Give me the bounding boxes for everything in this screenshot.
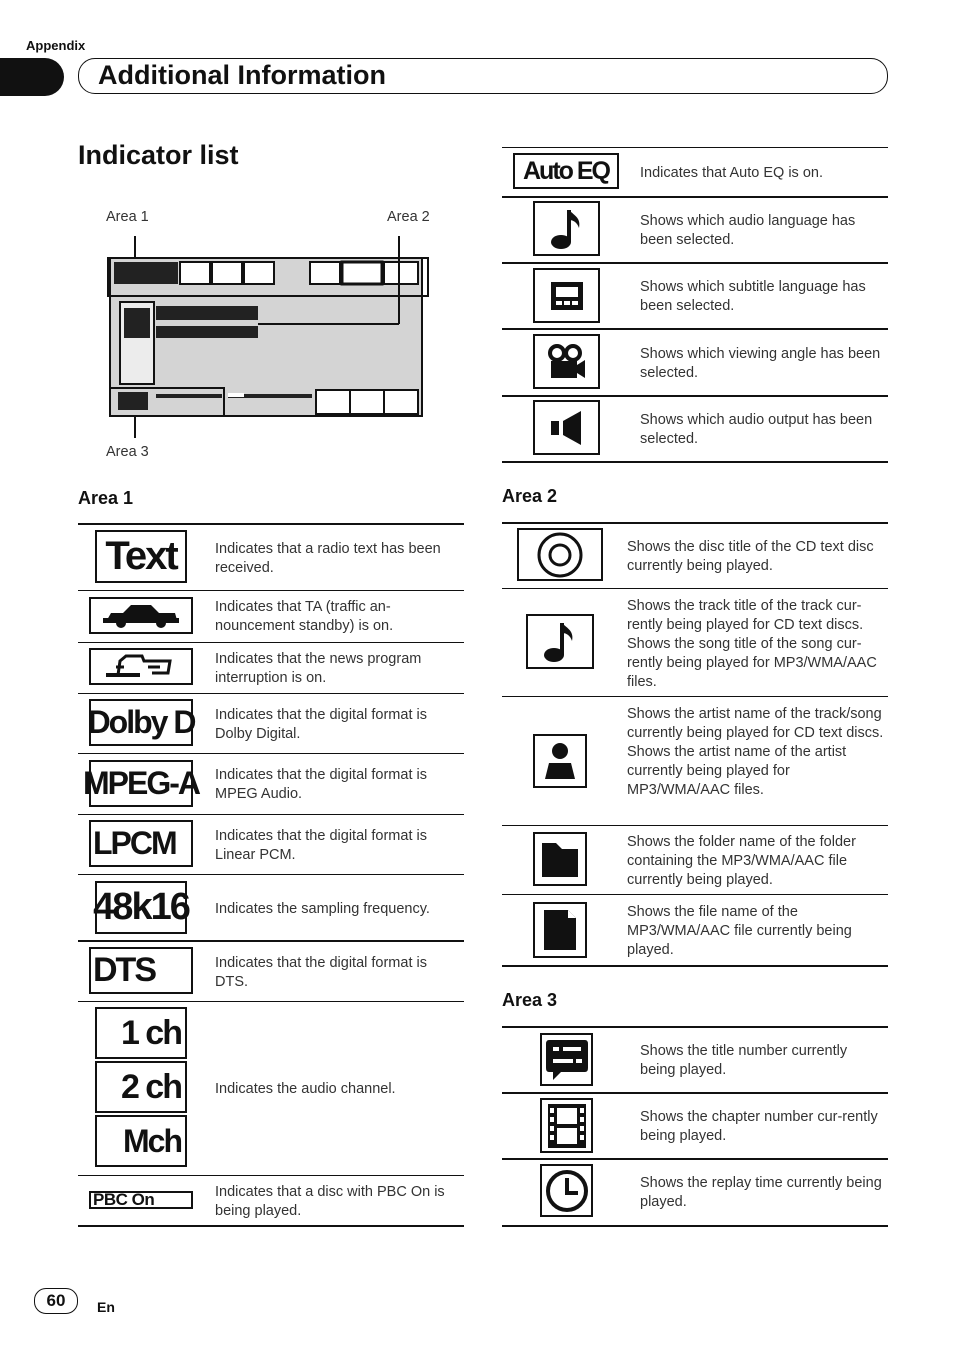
section-title: Additional Information (98, 60, 386, 90)
news-icon (89, 648, 193, 685)
area2-top-desc: Indicates that Auto EQ is on. (640, 165, 823, 181)
2ch-indicator: 2 ch (95, 1061, 187, 1113)
1ch-indicator: 1 ch (95, 1007, 187, 1059)
auto-eq-indicator: Auto EQ (513, 153, 619, 189)
film-icon (540, 1098, 593, 1153)
section-tab-marker (0, 58, 64, 96)
car-icon (89, 597, 193, 634)
clock-icon (540, 1164, 593, 1217)
area1-desc: Indicates that the digital format is DTS. (215, 955, 427, 990)
area1-desc: Indicates that the digital format is MPEG Audio. (215, 767, 427, 802)
divider (78, 874, 464, 875)
folder-icon (533, 832, 587, 886)
divider (502, 461, 888, 463)
lpcm-indicator: LPCM (89, 820, 193, 867)
area1-desc: Indicates that TA (traffic an-nouncement standby) is on. (215, 599, 394, 634)
language-label: En (97, 1299, 115, 1315)
divider (502, 965, 888, 967)
mpeg-audio-indicator: MPEG-A (89, 760, 193, 807)
area2-heading: Area 2 (502, 486, 558, 506)
divider (502, 1158, 888, 1160)
divider (502, 262, 888, 264)
mch-indicator: Mch (95, 1115, 187, 1167)
music-note-icon (526, 614, 594, 669)
area2-desc: Shows the track title of the track cur-rently being played for CD text discs. Shows the song title of the song cur-rently being played for MP3/WMA/AAC files. (627, 598, 877, 690)
area2-top-desc: Shows which audio language has been selected. (640, 213, 856, 248)
music-note-icon (533, 201, 600, 256)
file-icon (533, 902, 587, 958)
page-number: 60 (34, 1288, 78, 1314)
divider (502, 588, 888, 589)
sampling-frequency-indicator: 48k16 (95, 881, 187, 934)
dts-indicator: DTS (89, 947, 193, 994)
area2-top-desc: Shows which viewing angle has been selected. (640, 346, 881, 381)
appendix-label: Appendix (26, 38, 86, 53)
divider (502, 522, 888, 524)
area2-desc: Shows the file name of the MP3/WMA/AAC file currently being played. (627, 904, 852, 958)
page-title: Indicator list (78, 140, 239, 170)
divider (502, 395, 888, 397)
divider (78, 1001, 464, 1002)
divider (78, 693, 464, 694)
diagram-area2-label: Area 2 (387, 209, 430, 225)
divider (502, 1225, 888, 1227)
area1-heading: Area 1 (78, 488, 134, 508)
divider (502, 696, 888, 697)
divider (78, 1225, 464, 1227)
area1-desc: Indicates that the news program interruption is on. (215, 651, 422, 686)
title-icon (540, 1033, 593, 1086)
divider (502, 894, 888, 895)
text-indicator: Text (95, 530, 187, 583)
area2-desc: Shows the disc title of the CD text disc currently being played. (627, 539, 874, 574)
divider (78, 1175, 464, 1176)
area1-desc: Indicates that the digital format is Linear PCM. (215, 828, 427, 863)
divider (502, 825, 888, 826)
divider (78, 642, 464, 643)
area2-desc: Shows the artist name of the track/song currently being played for CD text discs. Shows the artist name of the artist currently being played for MP3/WMA/AAC files. (627, 706, 884, 798)
dolby-digital-indicator: Dolby D (89, 699, 193, 746)
diagram-area3-label: Area 3 (106, 444, 149, 460)
area3-desc: Shows the title number currently being played. (640, 1043, 848, 1078)
area2-desc: Shows the folder name of the folder containing the MP3/WMA/AAC file currently being played. (627, 834, 856, 888)
diagram-area1-label: Area 1 (106, 209, 149, 225)
pbc-on-indicator: PBC On (89, 1191, 193, 1209)
area3-desc: Shows the replay time currently being played. (640, 1175, 882, 1210)
divider (78, 940, 464, 942)
divider (78, 590, 464, 591)
area3-desc: Shows the chapter number cur-rently being played. (640, 1109, 878, 1144)
area2-top-desc: Shows which subtitle language has been selected. (640, 279, 866, 314)
divider (78, 523, 464, 525)
divider (502, 1092, 888, 1094)
divider (502, 1026, 888, 1028)
divider (78, 753, 464, 754)
disc-icon (517, 528, 603, 581)
area1-desc: Indicates the sampling frequency. (215, 901, 430, 917)
area1-desc: Indicates that a radio text has been received. (215, 541, 441, 576)
area3-heading: Area 3 (502, 990, 558, 1010)
display-diagram (100, 232, 440, 442)
divider (502, 328, 888, 330)
divider (502, 196, 888, 198)
divider (78, 814, 464, 815)
person-icon (533, 734, 587, 788)
area1-desc: Indicates that a disc with PBC On is being played. (215, 1184, 445, 1219)
divider (502, 147, 888, 148)
area1-desc: Indicates the audio channel. (215, 1081, 396, 1097)
camera-icon (533, 334, 600, 389)
area1-desc: Indicates that the digital format is Dolby Digital. (215, 707, 427, 742)
speaker-icon (533, 400, 600, 455)
subtitle-icon (533, 268, 600, 323)
area2-top-desc: Shows which audio output has been selected. (640, 412, 873, 447)
